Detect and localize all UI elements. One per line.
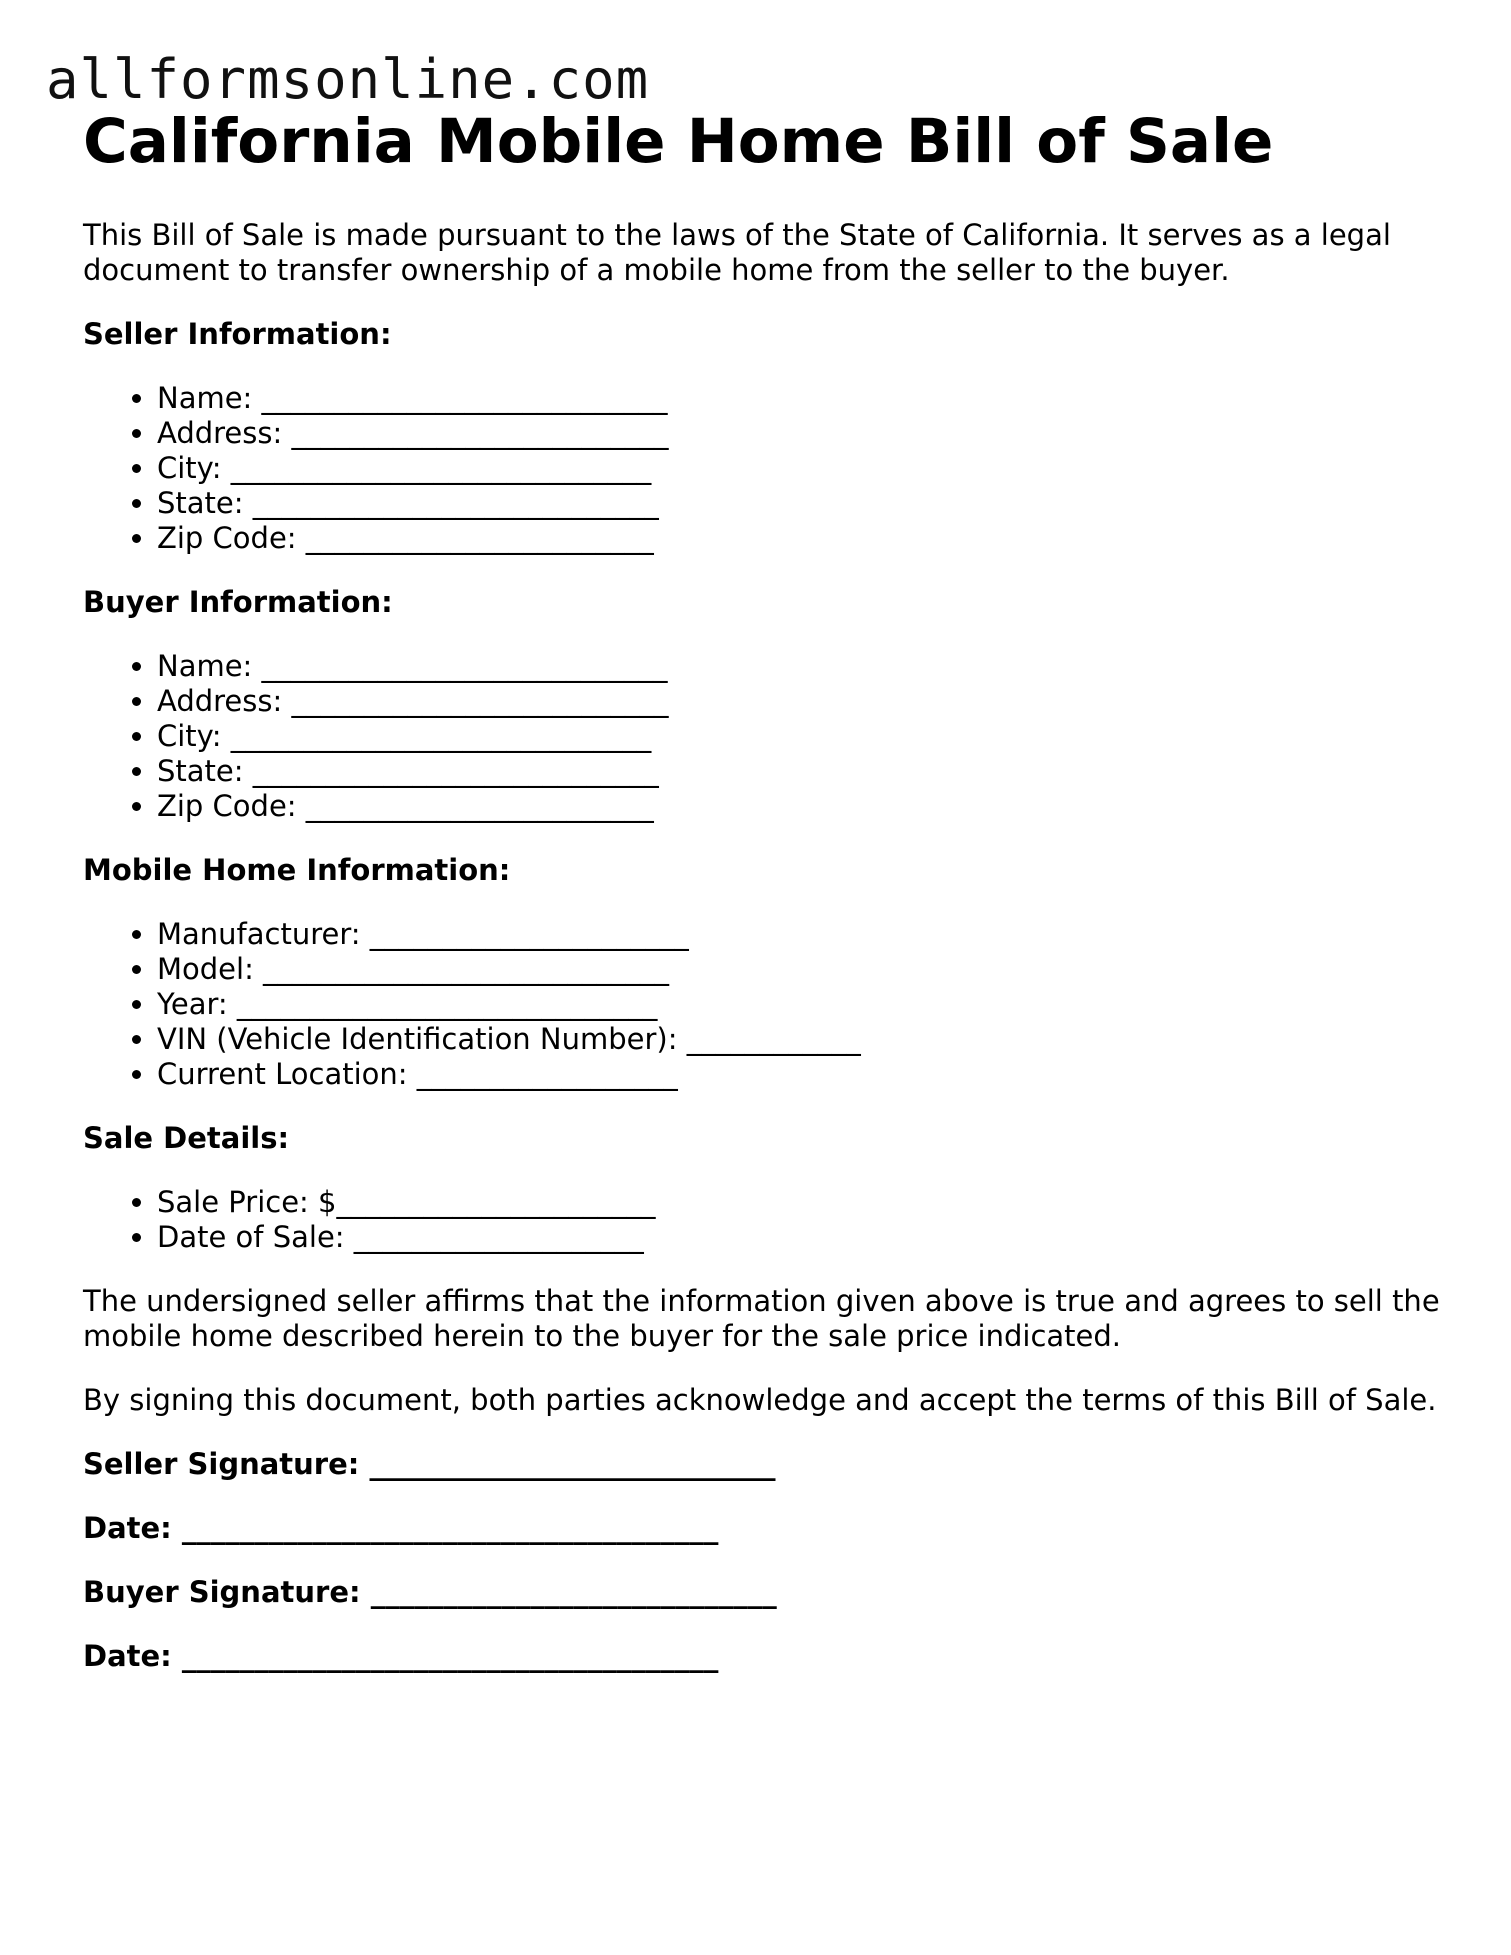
document-page: [83, 104, 1443, 1674]
acknowledgement-paragraph: By signing this document, both parties acknowledge and accept the terms of this Bill of Sale.: [83, 1383, 1437, 1417]
affirmation-paragraph: The undersigned seller affirms that the information given above is true and agrees to sell the mobile home described herein to the buyer for the sale price indicated.: [83, 1284, 1440, 1353]
sale-section-heading: Sale Details:: [83, 1121, 290, 1155]
current-location-field: • Current Location: __________________: [157, 1057, 1443, 1092]
mobile-home-field-list: [83, 917, 1443, 1092]
seller-section-heading: Seller Information:: [83, 317, 392, 351]
year-field: • Year: _____________________________: [157, 987, 1443, 1022]
sale-price-field: • Sale Price: $______________________: [157, 1185, 1443, 1220]
buyer-address-field: • Address: __________________________: [157, 684, 1443, 719]
seller-state-field: • State: ____________________________: [157, 486, 1443, 521]
sale-field-list: [83, 1185, 1443, 1255]
seller-city-field: • City: _____________________________: [157, 451, 1443, 486]
date-of-sale-field: • Date of Sale: ____________________: [157, 1220, 1443, 1255]
manufacturer-field: • Manufacturer: ______________________: [157, 917, 1443, 952]
buyer-signature-line: Buyer Signature: ____________________________: [83, 1575, 777, 1609]
vin-field: • VIN (Vehicle Identification Number): ____________: [157, 1022, 1443, 1057]
intro-paragraph: This Bill of Sale is made pursuant to the laws of the State of California. It serves as a legal document to transfer ownership of a mobile home from the seller to the buyer.: [83, 218, 1391, 287]
document-title: California Mobile Home Bill of Sale: [83, 106, 1274, 177]
buyer-field-list: [83, 649, 1443, 824]
buyer-name-field: • Name: ____________________________: [157, 649, 1443, 684]
watermark: allformsonline.com: [46, 48, 650, 111]
seller-zip-field: • Zip Code: ________________________: [157, 521, 1443, 556]
seller-name-field: • Name: ____________________________: [157, 381, 1443, 416]
seller-date-line: Date: _____________________________________: [83, 1511, 719, 1545]
seller-address-field: • Address: __________________________: [157, 416, 1443, 451]
buyer-zip-field: • Zip Code: ________________________: [157, 789, 1443, 824]
seller-field-list: [83, 381, 1443, 556]
seller-signature-line: Seller Signature: ____________________________: [83, 1447, 776, 1481]
buyer-date-line: Date: _____________________________________: [83, 1639, 719, 1673]
buyer-section-heading: Buyer Information:: [83, 585, 393, 619]
mobile-home-section-heading: Mobile Home Information:: [83, 853, 511, 887]
buyer-state-field: • State: ____________________________: [157, 754, 1443, 789]
model-field: • Model: ____________________________: [157, 952, 1443, 987]
buyer-city-field: • City: _____________________________: [157, 719, 1443, 754]
